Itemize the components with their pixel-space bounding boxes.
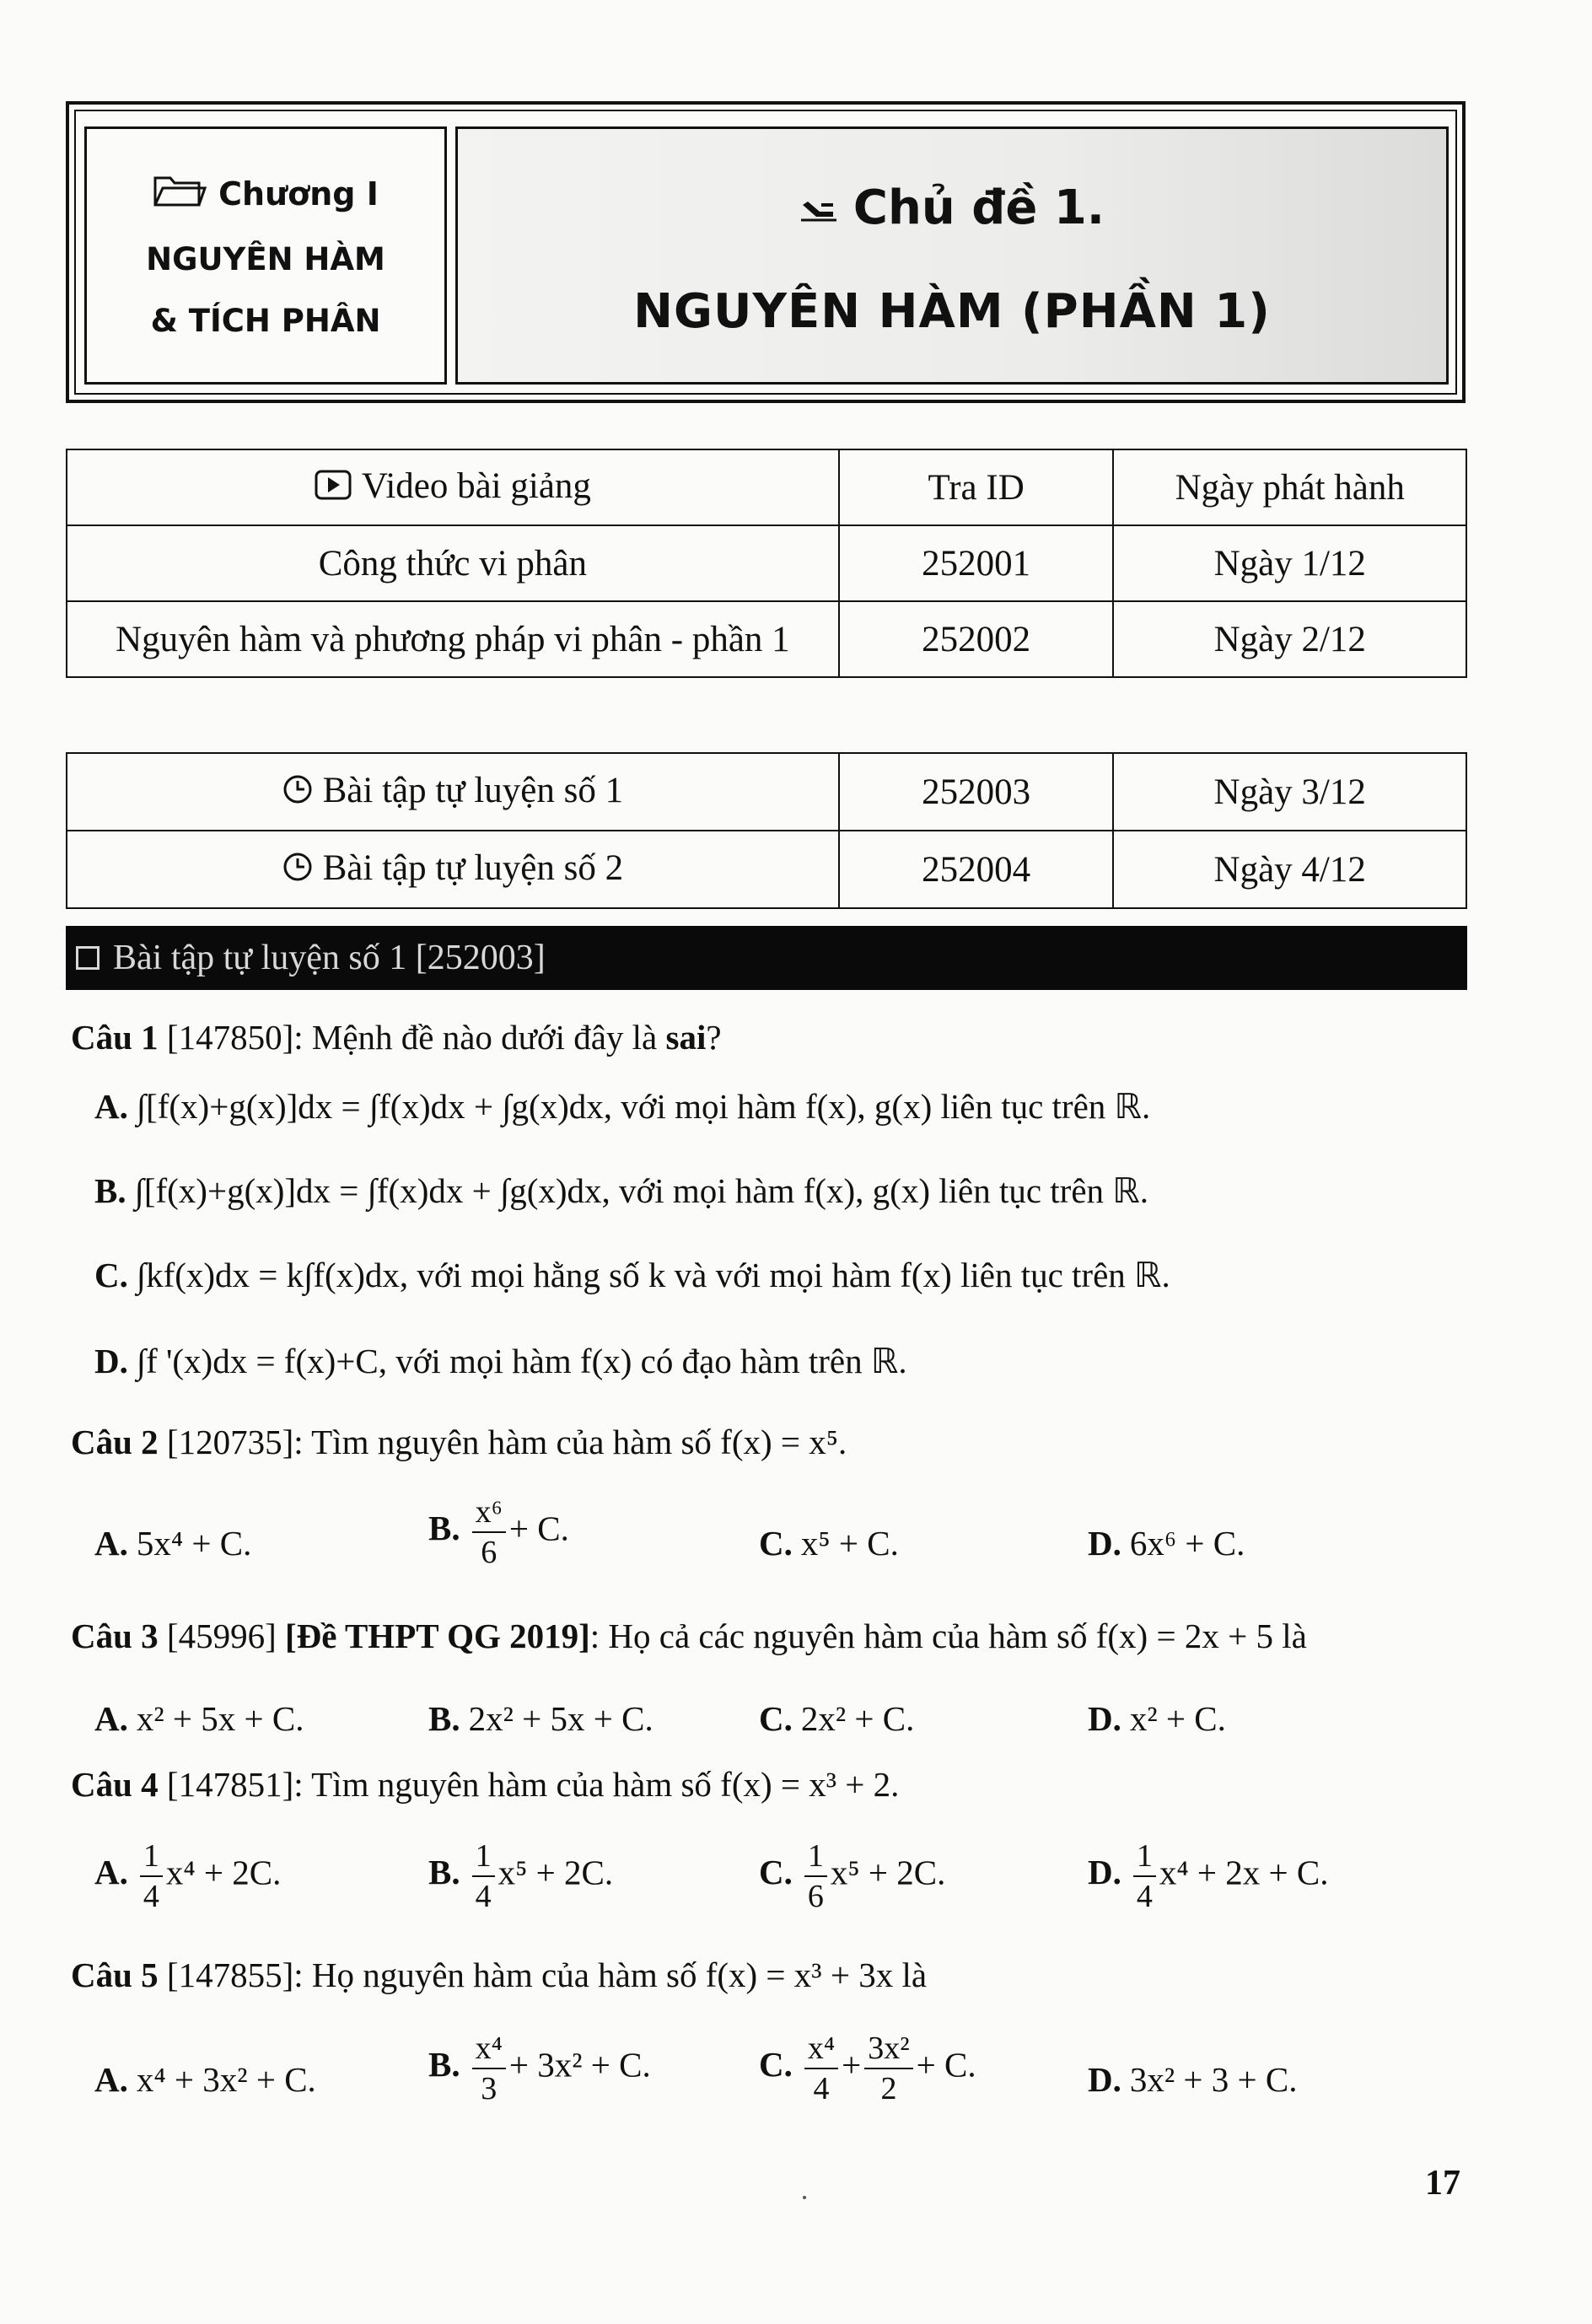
question-5-option-a: A. x⁴ + 3x² + C.	[94, 2060, 316, 2099]
lesson-title-cell: Nguyên hàm và phương pháp vi phân - phần 1	[67, 601, 839, 677]
chapter-box	[84, 126, 447, 385]
question-3-option-a: A. x² + 5x + C.	[94, 1699, 304, 1738]
table-header-cell: Ngày phát hành	[1113, 449, 1466, 525]
question-4-option-b: B. $\frac{1}{4}$ x⁵ + 2C.	[428, 1838, 614, 1914]
topic-label: Chủ đề 1.	[852, 180, 1105, 235]
exercise-date-cell: Ngày 3/12	[1113, 753, 1466, 831]
exercise-title-cell: Bài tập tự luyện số 2	[67, 831, 839, 908]
question-1-option-d: D. ∫f '(x)dx = f(x)+C, với mọi hàm f(x) có đạo hàm trên ℝ.	[94, 1342, 907, 1380]
question-5-option-d: D. 3x² + 3 + C.	[1088, 2060, 1298, 2099]
checkbox-square-icon	[76, 946, 100, 970]
question-5-option-b: B. $\frac{\text{x⁴}}{3}$ + 3x² + C.	[428, 2031, 651, 2106]
fraction: $\frac{\text{x⁶}}{6}$	[472, 1496, 506, 1568]
video-table	[66, 449, 1467, 678]
section-banner	[66, 926, 1467, 990]
writing-hand-icon	[799, 180, 838, 235]
question-2-option-c: C. x⁵ + C.	[759, 1524, 899, 1563]
chapter-label: Chương I	[218, 175, 379, 212]
table-row	[67, 601, 1466, 677]
fraction: $\frac{\text{x⁴}}{4}$	[804, 2032, 838, 2105]
question-1-option-c: C. ∫kf(x)dx = k∫f(x)dx, với mọi hằng số k và với mọi hàm f(x) liên tục trên ℝ.	[94, 1256, 1170, 1294]
topic-box	[455, 126, 1449, 385]
question-2-option-a: A. 5x⁴ + C.	[94, 1524, 252, 1563]
fraction: $\frac{1}{4}$	[472, 1840, 495, 1912]
lesson-title-cell: Công thức vi phân	[67, 525, 839, 601]
table-row	[67, 831, 1466, 908]
clock-icon	[282, 772, 313, 814]
chapter-subtitle-line2: & TÍCH PHÂN	[150, 302, 381, 339]
question-4-option-d: D. $\frac{1}{4}$ x⁴ + 2x + C.	[1088, 1838, 1329, 1914]
lesson-date-cell: Ngày 1/12	[1113, 525, 1466, 601]
table-row	[67, 753, 1466, 831]
fraction: $\frac{\text{3x²}}{2}$	[864, 2032, 912, 2105]
question-4-option-c: C. $\frac{1}{6}$ x⁵ + 2C.	[759, 1838, 946, 1914]
question-1: Câu 1 [147850]: Mệnh đề nào dưới đây là sai?	[71, 1018, 722, 1057]
question-1-option-b: B. ∫[f(x)+g(x)]dx = ∫f(x)dx + ∫g(x)dx, với mọi hàm f(x), g(x) liên tục trên ℝ.	[94, 1171, 1149, 1210]
question-3: Câu 3 [45996] [Đề THPT QG 2019]: Họ cả các nguyên hàm của hàm số f(x) = 2x + 5 là	[71, 1617, 1307, 1655]
lesson-id-cell: 252001	[839, 525, 1114, 601]
topic-heading	[799, 180, 1105, 235]
lesson-date-cell: Ngày 2/12	[1113, 601, 1466, 677]
chapter-subtitle-line1: NGUYÊN HÀM	[146, 240, 385, 277]
folder-icon	[153, 173, 207, 216]
table-header-row	[67, 449, 1466, 525]
table-header-cell: Tra ID	[839, 449, 1114, 525]
question-5-option-c: C. $\frac{\text{x⁴}}{4}$ + $\frac{\text{3x²}}{2}$ + C.	[759, 2031, 976, 2106]
table-row	[67, 525, 1466, 601]
fraction: $\frac{1}{6}$	[804, 1840, 827, 1912]
exercise-id-cell: 252003	[839, 753, 1114, 831]
play-icon	[315, 468, 352, 509]
clock-icon	[282, 850, 313, 891]
question-4-option-a: A. $\frac{1}{4}$ x⁴ + 2C.	[94, 1838, 282, 1914]
question-3-option-c: C. 2x² + C.	[759, 1699, 915, 1738]
chapter-heading	[153, 173, 379, 216]
exercise-id-cell: 252004	[839, 831, 1114, 908]
question-2-option-d: D. 6x⁶ + C.	[1088, 1524, 1245, 1563]
table-header-cell: Video bài giảng	[67, 449, 839, 525]
exercise-table	[66, 752, 1467, 909]
page-number: 17	[1425, 2164, 1460, 2203]
question-1-option-a: A. ∫[f(x)+g(x)]dx = ∫f(x)dx + ∫g(x)dx, với mọi hàm f(x), g(x) liên tục trên ℝ.	[94, 1087, 1151, 1126]
fraction: $\frac{1}{4}$	[1133, 1840, 1156, 1912]
print-speck	[803, 2196, 806, 2199]
exercise-title-cell: Bài tập tự luyện số 1	[67, 753, 839, 831]
lesson-id-cell: 252002	[839, 601, 1114, 677]
fraction: $\frac{1}{4}$	[140, 1840, 163, 1912]
question-2-option-b: B. $\frac{\text{x⁶}}{6}$ + C.	[428, 1494, 569, 1570]
exercise-date-cell: Ngày 4/12	[1113, 831, 1466, 908]
question-5: Câu 5 [147855]: Họ nguyên hàm của hàm số f(x) = x³ + 3x là	[71, 1955, 928, 1994]
section-banner-label: Bài tập tự luyện số 1 [252003]	[113, 939, 546, 977]
topic-title: NGUYÊN HÀM (PHẦN 1)	[633, 284, 1271, 339]
question-3-option-b: B. 2x² + 5x + C.	[428, 1699, 653, 1738]
question-2: Câu 2 [120735]: Tìm nguyên hàm của hàm số f(x) = x⁵.	[71, 1423, 847, 1461]
question-4: Câu 4 [147851]: Tìm nguyên hàm của hàm số f(x) = x³ + 2.	[71, 1765, 900, 1804]
fraction: $\frac{\text{x⁴}}{3}$	[472, 2032, 506, 2105]
question-3-option-d: D. x² + C.	[1088, 1699, 1226, 1738]
